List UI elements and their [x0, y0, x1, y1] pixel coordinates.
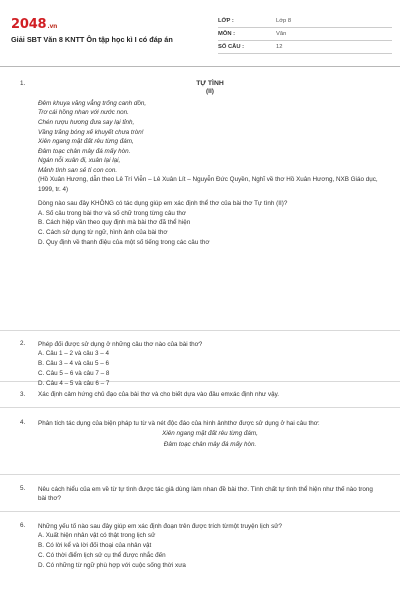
- question-body: [38, 419, 382, 450]
- poem-line: Xiên ngang mặt đất rêu từng đám,: [38, 138, 134, 146]
- info-label: SỐ CÂU :: [218, 43, 245, 50]
- question-number: 6.: [20, 522, 26, 529]
- header-divider: [0, 66, 400, 67]
- question-prompt: Nêu cách hiểu của em về từ tự tình được tác giả dùng làm nhan đề bài thơ. Tình chất tự tình thể hiện như thế nào trong bài thơ?: [38, 486, 373, 503]
- question-body: [38, 391, 382, 400]
- answer-option-d[interactable]: D. Câu 4 – 5 và câu 6 – 7: [38, 379, 110, 387]
- info-value: 12: [276, 43, 283, 50]
- question-number: 2.: [20, 340, 26, 347]
- poem-source: (Hồ Xuân Hương, dẫn theo Lê Trí Viễn – Lê Xuân Lít – Nguyễn Đức Quyền, Nghĩ về thơ Hồ Xuân Hương, NXB Giáo dục, 1999, tr. 4): [38, 176, 378, 193]
- answer-option-b[interactable]: B. Cách hiệp vần theo quy định mà bài thơ đã thể hiện: [38, 219, 191, 227]
- answer-option-a[interactable]: A. Câu 1 – 2 và câu 3 – 4: [38, 350, 110, 358]
- answer-option-d[interactable]: D. Quy định về thanh điệu của một số tiếng trong các câu thơ: [38, 238, 210, 246]
- page-header: [0, 0, 400, 62]
- info-row-subject: [218, 28, 392, 41]
- info-row-count: [218, 41, 392, 54]
- question-5: [0, 485, 400, 512]
- question-number: 5.: [20, 485, 26, 492]
- site-logo[interactable]: [11, 16, 57, 34]
- answer-option-b[interactable]: B. Câu 3 – 4 và câu 5 – 6: [38, 360, 110, 368]
- answer-option-c[interactable]: C. Có thời điểm lịch sử cụ thể được nhắc đến: [38, 551, 166, 559]
- question-1: [0, 80, 400, 331]
- poem-line: Vầng trăng bóng xế khuyết chưa tròn!: [38, 128, 144, 136]
- answer-option-a[interactable]: A. Số câu trong bài thơ và số chữ trong từng câu thơ: [38, 209, 186, 217]
- question-4: [0, 419, 400, 475]
- poem-line: Trơ cái hồng nhan với nước non.: [38, 109, 129, 117]
- poem-line: Chén rượu hương đưa say lại tỉnh,: [38, 119, 135, 127]
- poem-line: Đêm khuya văng vẳng trống canh dồn,: [38, 99, 147, 107]
- info-label: MÔN :: [218, 30, 236, 37]
- question-body: [38, 522, 382, 570]
- question-body: [38, 340, 382, 388]
- poem-title: TỰ TÌNH: [196, 80, 224, 87]
- logo-domain: .vn: [47, 23, 58, 30]
- answer-option-d[interactable]: D. Có những từ ngữ phù hợp với cuộc sống thời xưa: [38, 561, 186, 569]
- info-table: [218, 15, 392, 54]
- question-3: [0, 391, 400, 408]
- info-value: Lớp 8: [276, 17, 292, 24]
- poem-subtitle: (II): [206, 88, 214, 96]
- question-prompt: Những yếu tố nào sau đây giúp em xác định đoạn trên được trích từmột truyện lịch sử?: [38, 523, 282, 530]
- poem-text: [38, 99, 382, 176]
- info-row-class: [218, 15, 392, 28]
- question-number: 3.: [20, 391, 26, 398]
- question-number: 1.: [20, 80, 26, 87]
- answer-option-a[interactable]: A. Xuất hiện nhân vật có thật trong lịch sử: [38, 532, 156, 540]
- answer-option-c[interactable]: C. Câu 5 – 6 và câu 7 – 8: [38, 369, 110, 377]
- poem-line: Ngán nỗi xuân đi, xuân lại lại,: [38, 157, 121, 165]
- question-body: [38, 80, 382, 248]
- question-6: [0, 522, 400, 592]
- info-value: Văn: [276, 30, 287, 37]
- question-number: 4.: [20, 419, 26, 426]
- question-prompt: Xác định cảm hứng chủ đạo của bài thơ và cho biết dựa vào đâu emxác định như vậy.: [38, 391, 280, 398]
- info-label: LỚP :: [218, 17, 234, 24]
- question-prompt: Phân tích tác dụng của biện pháp tu từ và nét độc đáo của hình ảnhthơ được sử dụng ở hai câu thơ:: [38, 420, 320, 427]
- answer-option-b[interactable]: B. Có lời kể và lời đối thoại của nhân vật: [38, 542, 152, 550]
- answer-option-c[interactable]: C. Cách sử dụng từ ngữ, hình ảnh của bài thơ: [38, 229, 168, 237]
- poem-line: Mảnh tình san sẻ tí con con.: [38, 166, 118, 174]
- document-title: Giải SBT Văn 8 KNTT Ôn tập học kì I có đáp án: [11, 35, 173, 44]
- poem-line: Đâm toạc chân mây đá mấy hòn.: [38, 147, 131, 155]
- question-prompt: Dòng nào sau đây KHÔNG có tác dụng giúp em xác định thể thơ của bài thơ Tự tình (II)?: [38, 200, 288, 208]
- question-2: [0, 340, 400, 387]
- logo-number: 2048: [11, 17, 47, 32]
- question-prompt: Phép đối được sử dụng ở những câu thơ nào của bài thơ?: [38, 341, 203, 348]
- quoted-verse-line: Xiên ngang mặt đất rêu từng đám,: [162, 430, 258, 438]
- quoted-verse-line: Đâm toạc chân mây đá mấy hòn.: [163, 441, 257, 449]
- question-body: [38, 485, 382, 504]
